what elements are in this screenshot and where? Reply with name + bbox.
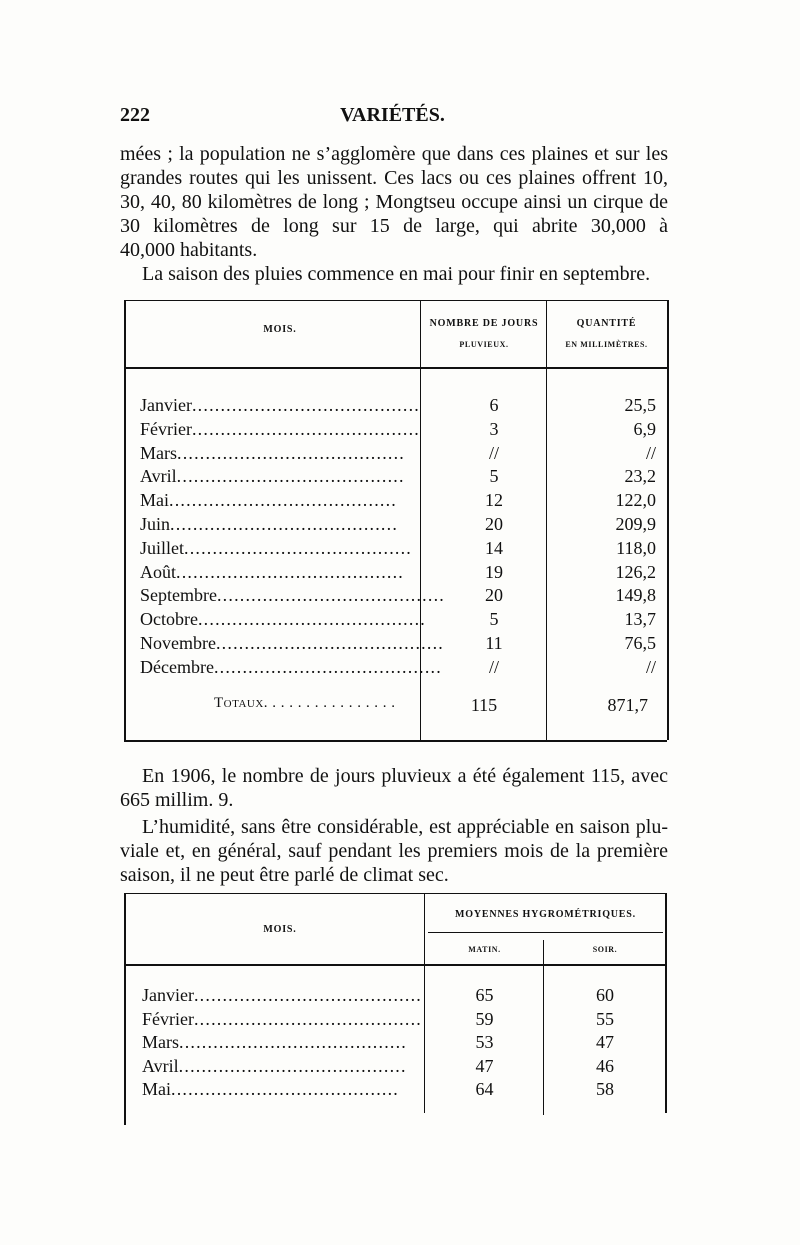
text-line: L’humidité, sans être considérable, est appréciable en saison plu- [142,816,668,838]
table-cell-jours: 19 [485,562,503,582]
table-row-month [142,1056,420,1077]
column-divider [543,940,544,1115]
leader-dots: ........................................ [184,538,412,558]
table-cell-quantite: // [645,443,656,463]
table-row-month [140,538,418,559]
table-cell-quantite: 6,9 [633,419,656,439]
leader-dots: ........................................ [169,490,397,510]
column-header-group: MOYENNES HYGROMÉTRIQUES. [455,909,636,920]
month-label: Mars [140,443,177,463]
leader-dots: ........................................ [215,633,444,653]
paragraph-1906 [142,764,668,788]
table-cell-soir: 58 [596,1079,614,1099]
month-label: Août [140,562,176,582]
table-cell-matin: 53 [475,1032,494,1052]
header-rule [124,964,667,966]
month-label: Octobre [140,609,198,629]
table-top-rule [124,300,667,301]
column-header-matin: MATIN. [468,945,501,954]
column-header-soir: SOIR. [592,945,618,954]
table-cell-jours: 12 [485,490,503,510]
table-cell-quantite: 23,2 [624,466,656,486]
paragraph-humidite-cont [120,839,668,887]
table-cell-soir: 55 [596,1009,614,1029]
column-header-quantite-sub: EN MILLIMÈTRES. [565,340,648,349]
table-cell-matin: 47 [475,1056,494,1076]
text-line: 665 millim. 9. [120,789,234,811]
column-header-quantite: QUANTITÉ [576,318,637,329]
table-right-border [665,893,667,1113]
table-cell-jours: // [488,443,499,463]
column-header-jours: NOMBRE DE JOURS [429,318,539,329]
table-cell-quantite: 76,5 [624,633,656,653]
table-cell-quantite: 118,0 [616,538,656,558]
table-cell-quantite: 209,9 [615,514,656,534]
leader-dots: ........................................ [171,1079,399,1099]
column-divider [424,893,425,1113]
table-cell-quantite: 13,7 [624,609,656,629]
table-row-month [140,443,418,464]
month-label: Février [142,1009,194,1029]
text-line: 30 kilomètres de long sur 15 de large, qui abrite 30,000 à [120,215,668,237]
table-cell-quantite: // [645,657,656,677]
totaux-jours: 115 [470,695,498,715]
leader-dots: ........................................ [179,1032,407,1052]
month-label: Avril [140,466,177,486]
month-label: Juillet [140,538,184,558]
text-line: La saison des pluies commence en mai pour finir en septembre. [142,263,651,285]
column-header-mois: MOIS. [263,324,297,335]
leader-dots: ........................................ [193,985,422,1005]
table-cell-matin: 59 [475,1009,494,1029]
table-row-month [140,562,418,583]
totaux-label [214,695,396,712]
group-rule [428,932,663,933]
column-header-mois: MOIS. [263,924,297,935]
month-label: Novembre [140,633,216,653]
paragraph-1906-cont [120,788,668,812]
table-row-month [142,1009,420,1030]
leader-dots: ........................................ [197,609,426,629]
table-cell-quantite: 25,5 [624,395,656,415]
table-cell-soir: 46 [596,1056,614,1076]
table-cell-quantite: 149,8 [615,585,656,605]
month-label: Janvier [140,395,192,415]
table-row-month [140,633,444,654]
column-header-jours-sub: PLUVIEUX. [459,340,509,349]
text-line: 40,000 habitants. [120,239,258,261]
table-cell-jours: 3 [489,419,499,439]
leader-dots: ........................................ [193,1009,422,1029]
table-bottom-rule [124,740,667,742]
table-left-border [124,893,126,1125]
table-row-month [140,466,418,487]
table-row-month [142,1079,420,1100]
header-rule [124,367,667,369]
month-label: Décembre [140,657,214,677]
table-cell-jours: 6 [489,395,499,415]
month-label: Septembre [140,585,217,605]
totaux-text: Totaux [214,695,264,711]
totaux-quantite: 871,7 [607,695,648,715]
table-cell-soir: 47 [596,1032,614,1052]
table-cell-jours: 5 [489,609,499,629]
leader-dots: . . . . . . . . . . . . . . . . [263,695,396,711]
leader-dots: ........................................ [191,419,420,439]
leader-dots: ........................................ [178,1056,407,1076]
table-row-month [142,1032,420,1053]
table-cell-jours: // [488,657,499,677]
leader-dots: ........................................ [170,514,399,534]
running-title: VARIÉTÉS. [340,104,445,126]
paragraph-rain-season [142,262,668,286]
table-cell-soir: 60 [596,985,614,1005]
month-label: Janvier [142,985,194,1005]
text-line: grandes routes qui les unissent. Ces lacs ou ces plaines offrent 10, [120,167,668,189]
month-label: Mars [142,1032,179,1052]
text-line: En 1906, le nombre de jours pluvieux a été également 115, avec [142,765,668,787]
paragraph-humidite [142,815,668,839]
table-row-month [140,514,418,535]
paragraph-population [120,142,668,262]
text-line: saison, il ne peut être parlé de climat sec. [120,864,449,886]
table-row-month [140,657,442,678]
month-label: Février [140,419,192,439]
month-label: Mai [142,1079,171,1099]
table-cell-matin: 65 [475,985,494,1005]
table-row-month [140,419,418,440]
table-cell-quantite: 126,2 [615,562,656,582]
text-line: 30, 40, 80 kilomètres de long ; Mongtseu occupe ainsi un cirque de [120,191,668,213]
table-row-month [140,585,445,606]
table-cell-jours: 11 [485,633,503,653]
table-cell-jours: 20 [485,585,503,605]
month-label: Mai [140,490,169,510]
leader-dots: ........................................ [177,443,405,463]
text-line: mées ; la population ne s’agglomère que dans ces plaines et sur les [120,143,668,165]
table-row-month [140,609,426,630]
page-header [120,104,665,130]
text-line: viale et, en général, sauf pendant les premiers mois de la première [120,840,668,862]
leader-dots: ........................................ [216,585,445,605]
month-label: Juin [140,514,171,534]
table-cell-jours: 14 [485,538,503,558]
month-label: Avril [142,1056,179,1076]
table-top-rule [124,893,667,894]
leader-dots: ........................................ [176,562,404,582]
leader-dots: ........................................ [176,466,405,486]
table-cell-jours: 5 [489,466,499,486]
table-cell-matin: 64 [475,1079,494,1099]
leader-dots: ........................................ [191,395,420,415]
leader-dots: ........................................ [213,657,442,677]
table-row-month [140,395,418,416]
page-number: 222 [120,104,150,126]
table-row-month [142,985,420,1006]
table-cell-jours: 20 [485,514,503,534]
table-row-month [140,490,418,511]
table-cell-quantite: 122,0 [615,490,656,510]
